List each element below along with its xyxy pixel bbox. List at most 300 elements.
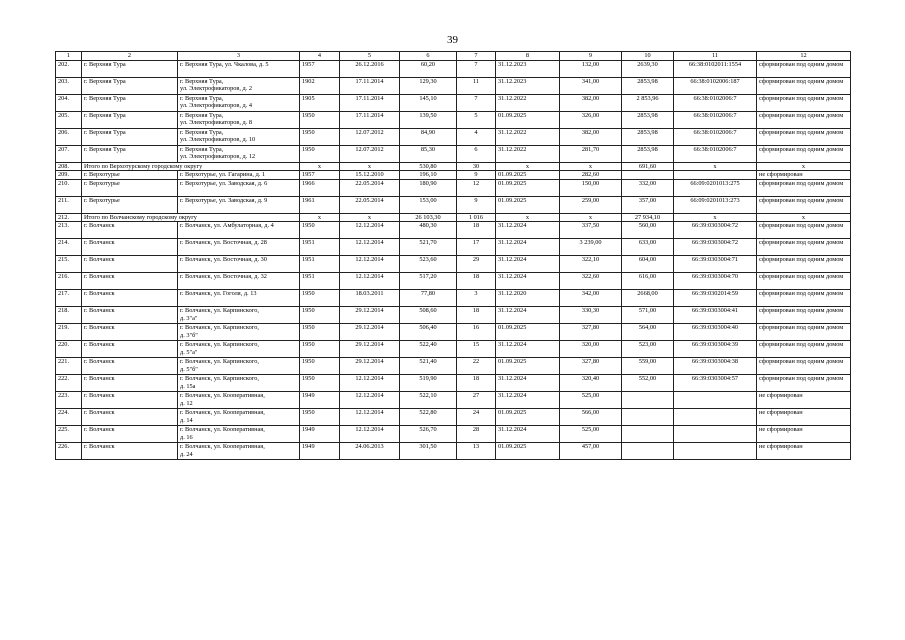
- status-cell: не сформирован: [757, 443, 851, 460]
- year-cell: 1966: [300, 179, 340, 196]
- column-header: 2: [82, 52, 178, 61]
- status-cell: не сформирован: [757, 171, 851, 180]
- value-cell-9: 259,00: [560, 196, 622, 213]
- residents-cell: 5: [457, 111, 496, 128]
- value-cell-10: 523,00: [622, 341, 674, 358]
- value-cell-9: 382,00: [560, 94, 622, 111]
- date-cell: 12.07.2012: [340, 145, 400, 162]
- row-number: 208.: [56, 162, 82, 171]
- residents-cell: 7: [457, 94, 496, 111]
- settlement-cell: г. Верхняя Тура: [82, 60, 178, 77]
- area-cell: 522,40: [400, 341, 457, 358]
- row-number: 222.: [56, 375, 82, 392]
- year-cell: 1949: [300, 426, 340, 443]
- row-number: 221.: [56, 358, 82, 375]
- date-cell: 17.11.2014: [340, 77, 400, 94]
- value-cell-10: 2853,98: [622, 128, 674, 145]
- status-cell: не сформирован: [757, 426, 851, 443]
- date-cell: 29.12.2014: [340, 307, 400, 324]
- status-cell: не сформирован: [757, 409, 851, 426]
- settlement-cell: г. Волчанск: [82, 375, 178, 392]
- status-cell: сформирован под одним домом: [757, 128, 851, 145]
- deadline-cell: 01.09.2025: [496, 196, 560, 213]
- status-cell: сформирован под одним домом: [757, 111, 851, 128]
- deadline-cell: 01.09.2025: [496, 324, 560, 341]
- address-cell: г. Верхотурье, ул. Заводская, д. 9: [178, 196, 300, 213]
- cadastral-cell: 66:39:0303004:70: [674, 273, 757, 290]
- year-cell: 1950: [300, 358, 340, 375]
- value-cell-10: [622, 392, 674, 409]
- value-cell-9: 337,50: [560, 222, 622, 239]
- settlement-cell: г. Верхотурье: [82, 179, 178, 196]
- settlement-cell: г. Верхотурье: [82, 171, 178, 180]
- address-cell: г. Верхотурье, ул. Гагарина, д. 1: [178, 171, 300, 180]
- settlement-cell: г. Волчанск: [82, 273, 178, 290]
- status-cell: сформирован под одним домом: [757, 324, 851, 341]
- table-row: [56, 77, 851, 94]
- date-cell: 12.12.2014: [340, 222, 400, 239]
- year-cell: 1902: [300, 77, 340, 94]
- value-cell-9: x: [560, 162, 622, 171]
- address-cell: г. Верхняя Тура, ул. Электрофикаторов, д. 2: [178, 77, 300, 94]
- deadline-cell: 31.12.2024: [496, 222, 560, 239]
- cadastral-cell: 66:38:0102006:7: [674, 111, 757, 128]
- value-cell-9: 330,30: [560, 307, 622, 324]
- area-cell: 530,80: [400, 162, 457, 171]
- area-cell: 153,00: [400, 196, 457, 213]
- cadastral-cell: 66:39:0303004:72: [674, 239, 757, 256]
- deadline-cell: 31.12.2022: [496, 128, 560, 145]
- residents-cell: 28: [457, 426, 496, 443]
- cadastral-cell: x: [674, 162, 757, 171]
- settlement-cell: г. Верхняя Тура: [82, 77, 178, 94]
- table-row: [56, 239, 851, 256]
- cadastral-cell: 66:38:0102006:7: [674, 145, 757, 162]
- residents-cell: 30: [457, 162, 496, 171]
- cadastral-cell: [674, 443, 757, 460]
- value-cell-9: 457,00: [560, 443, 622, 460]
- residents-cell: 12: [457, 179, 496, 196]
- year-cell: 1957: [300, 60, 340, 77]
- table-row: [56, 307, 851, 324]
- cadastral-cell: 66:39:0303004:40: [674, 324, 757, 341]
- date-cell: x: [340, 162, 400, 171]
- year-cell: 1951: [300, 273, 340, 290]
- cadastral-cell: 66:09:0201013:273: [674, 196, 757, 213]
- year-cell: 1951: [300, 256, 340, 273]
- value-cell-10: 2668,00: [622, 290, 674, 307]
- table-row: [56, 273, 851, 290]
- year-cell: 1950: [300, 128, 340, 145]
- residents-cell: 22: [457, 358, 496, 375]
- address-cell: г. Волчанск, ул. Карпинского, д. 3"б": [178, 324, 300, 341]
- area-cell: 521,70: [400, 239, 457, 256]
- address-cell: г. Волчанск, ул. Восточная, д. 28: [178, 239, 300, 256]
- address-cell: г. Волчанск, ул. Восточная, д. 32: [178, 273, 300, 290]
- settlement-cell: г. Волчанск: [82, 290, 178, 307]
- date-cell: 17.11.2014: [340, 111, 400, 128]
- value-cell-10: 2853,98: [622, 111, 674, 128]
- address-cell: г. Волчанск, ул. Карпинского, д. 3"а": [178, 307, 300, 324]
- cadastral-cell: 66:39:0303004:38: [674, 358, 757, 375]
- area-cell: 301,50: [400, 443, 457, 460]
- value-cell-9: 282,60: [560, 171, 622, 180]
- residents-cell: 18: [457, 273, 496, 290]
- row-number: 211.: [56, 196, 82, 213]
- address-cell: г. Волчанск, ул. Амбулаторная, д. 4: [178, 222, 300, 239]
- table-row: [56, 145, 851, 162]
- status-cell: не сформирован: [757, 392, 851, 409]
- address-cell: г. Верхняя Тура, ул. Электрофикаторов, д. 10: [178, 128, 300, 145]
- deadline-cell: 31.12.2024: [496, 256, 560, 273]
- value-cell-10: [622, 409, 674, 426]
- value-cell-10: 633,00: [622, 239, 674, 256]
- table-row: [56, 375, 851, 392]
- residents-cell: 13: [457, 443, 496, 460]
- value-cell-10: 616,00: [622, 273, 674, 290]
- date-cell: 12.12.2014: [340, 239, 400, 256]
- settlement-cell: г. Волчанск: [82, 256, 178, 273]
- date-cell: 12.12.2014: [340, 256, 400, 273]
- area-cell: 26 103,30: [400, 213, 457, 222]
- cadastral-cell: 66:39:0302014:59: [674, 290, 757, 307]
- column-number-header-row: [56, 52, 851, 61]
- status-cell: сформирован под одним домом: [757, 341, 851, 358]
- value-cell-10: 357,00: [622, 196, 674, 213]
- row-number: 215.: [56, 256, 82, 273]
- table-row: [56, 409, 851, 426]
- row-number: 218.: [56, 307, 82, 324]
- status-cell: сформирован под одним домом: [757, 239, 851, 256]
- cadastral-cell: 66:38:0102006:187: [674, 77, 757, 94]
- area-cell: 521,40: [400, 358, 457, 375]
- row-number: 209.: [56, 171, 82, 180]
- year-cell: 1957: [300, 171, 340, 180]
- row-number: 206.: [56, 128, 82, 145]
- cadastral-cell: [674, 426, 757, 443]
- deadline-cell: 31.12.2022: [496, 145, 560, 162]
- settlement-cell: г. Волчанск: [82, 341, 178, 358]
- status-cell: сформирован под одним домом: [757, 94, 851, 111]
- table-row: [56, 60, 851, 77]
- row-number: 214.: [56, 239, 82, 256]
- deadline-cell: 31.12.2024: [496, 341, 560, 358]
- deadline-cell: 31.12.2024: [496, 426, 560, 443]
- table-row: [56, 196, 851, 213]
- settlement-cell: г. Волчанск: [82, 222, 178, 239]
- deadline-cell: 31.12.2022: [496, 94, 560, 111]
- cadastral-cell: [674, 171, 757, 180]
- row-number: 220.: [56, 341, 82, 358]
- settlement-cell: г. Верхотурье: [82, 196, 178, 213]
- value-cell-10: 2853,98: [622, 77, 674, 94]
- value-cell-10: [622, 426, 674, 443]
- date-cell: 12.12.2014: [340, 426, 400, 443]
- address-cell: г. Волчанск, ул. Карпинского, д. 15а: [178, 375, 300, 392]
- year-cell: 1961: [300, 196, 340, 213]
- area-cell: 77,80: [400, 290, 457, 307]
- table-row: [56, 111, 851, 128]
- value-cell-9: 322,60: [560, 273, 622, 290]
- value-cell-9: 525,00: [560, 426, 622, 443]
- cadastral-cell: 66:38:0102011:1554: [674, 60, 757, 77]
- address-cell: г. Верхняя Тура, ул. Электрофикаторов, д. 8: [178, 111, 300, 128]
- table-row: [56, 256, 851, 273]
- date-cell: 24.06.2013: [340, 443, 400, 460]
- table-row: [56, 443, 851, 460]
- deadline-cell: 31.12.2024: [496, 375, 560, 392]
- residents-cell: 9: [457, 171, 496, 180]
- value-cell-10: 2 853,96: [622, 94, 674, 111]
- table-row: [56, 94, 851, 111]
- value-cell-10: 560,00: [622, 222, 674, 239]
- area-cell: 145,10: [400, 94, 457, 111]
- value-cell-10: [622, 443, 674, 460]
- status-cell: сформирован под одним домом: [757, 60, 851, 77]
- row-number: 226.: [56, 443, 82, 460]
- status-cell: сформирован под одним домом: [757, 145, 851, 162]
- date-cell: 26.12.2016: [340, 60, 400, 77]
- value-cell-10: 564,00: [622, 324, 674, 341]
- residents-cell: 27: [457, 392, 496, 409]
- status-cell: сформирован под одним домом: [757, 179, 851, 196]
- settlement-cell: г. Волчанск: [82, 392, 178, 409]
- value-cell-10: 552,00: [622, 375, 674, 392]
- subtotal-label: Итого по Волчанскому городскому округу: [82, 213, 300, 222]
- value-cell-9: 525,00: [560, 392, 622, 409]
- table-row: [56, 128, 851, 145]
- settlement-cell: г. Волчанск: [82, 358, 178, 375]
- year-cell: x: [300, 213, 340, 222]
- cadastral-cell: 66:39:0303004:39: [674, 341, 757, 358]
- settlement-cell: г. Волчанск: [82, 443, 178, 460]
- column-header: 6: [400, 52, 457, 61]
- residents-cell: 17: [457, 239, 496, 256]
- year-cell: 1950: [300, 375, 340, 392]
- date-cell: 29.12.2014: [340, 358, 400, 375]
- row-number: 202.: [56, 60, 82, 77]
- deadline-cell: 01.09.2025: [496, 358, 560, 375]
- value-cell-9: 320,00: [560, 341, 622, 358]
- deadline-cell: 01.09.2025: [496, 171, 560, 180]
- value-cell-9: 326,00: [560, 111, 622, 128]
- table-body: [56, 52, 851, 460]
- status-cell: x: [757, 162, 851, 171]
- value-cell-10: 332,00: [622, 179, 674, 196]
- date-cell: 17.11.2014: [340, 94, 400, 111]
- area-cell: 526,70: [400, 426, 457, 443]
- date-cell: 29.12.2014: [340, 324, 400, 341]
- value-cell-9: 322,10: [560, 256, 622, 273]
- year-cell: x: [300, 162, 340, 171]
- address-cell: г. Верхняя Тура, ул. Чкалова, д. 5: [178, 60, 300, 77]
- address-cell: г. Верхняя Тура, ул. Электрофикаторов, д. 12: [178, 145, 300, 162]
- address-cell: г. Волчанск, ул. Кооперативная, д. 12: [178, 392, 300, 409]
- status-cell: сформирован под одним домом: [757, 358, 851, 375]
- table-row: [56, 392, 851, 409]
- year-cell: 1950: [300, 222, 340, 239]
- date-cell: 12.12.2014: [340, 392, 400, 409]
- value-cell-10: 2639,30: [622, 60, 674, 77]
- settlement-cell: г. Волчанск: [82, 409, 178, 426]
- year-cell: 1950: [300, 307, 340, 324]
- cadastral-cell: 66:38:0102006:7: [674, 94, 757, 111]
- year-cell: 1950: [300, 111, 340, 128]
- settlement-cell: г. Волчанск: [82, 307, 178, 324]
- value-cell-9: 132,00: [560, 60, 622, 77]
- value-cell-9: 382,00: [560, 128, 622, 145]
- year-cell: 1950: [300, 290, 340, 307]
- row-number: 216.: [56, 273, 82, 290]
- area-cell: 523,60: [400, 256, 457, 273]
- deadline-cell: 31.12.2023: [496, 77, 560, 94]
- value-cell-10: 2853,98: [622, 145, 674, 162]
- column-header: 9: [560, 52, 622, 61]
- date-cell: 12.12.2014: [340, 375, 400, 392]
- deadline-cell: 01.09.2025: [496, 443, 560, 460]
- deadline-cell: 01.09.2025: [496, 179, 560, 196]
- residents-cell: 29: [457, 256, 496, 273]
- deadline-cell: 01.09.2025: [496, 111, 560, 128]
- residents-cell: 3: [457, 290, 496, 307]
- address-cell: г. Волчанск, ул. Кооперативная, д. 16: [178, 426, 300, 443]
- value-cell-10: 571,00: [622, 307, 674, 324]
- value-cell-9: 150,00: [560, 179, 622, 196]
- row-number: 213.: [56, 222, 82, 239]
- value-cell-9: 320,40: [560, 375, 622, 392]
- column-header: 11: [674, 52, 757, 61]
- address-cell: г. Верхотурье, ул. Заводская, д. 6: [178, 179, 300, 196]
- column-header: 10: [622, 52, 674, 61]
- date-cell: 22.05.2014: [340, 179, 400, 196]
- row-number: 205.: [56, 111, 82, 128]
- residents-cell: 18: [457, 307, 496, 324]
- value-cell-10: 691,60: [622, 162, 674, 171]
- table-row: [56, 426, 851, 443]
- deadline-cell: 31.12.2024: [496, 307, 560, 324]
- column-header: 3: [178, 52, 300, 61]
- date-cell: 12.07.2012: [340, 128, 400, 145]
- housing-register-table: [55, 51, 851, 460]
- residents-cell: 9: [457, 196, 496, 213]
- year-cell: 1949: [300, 443, 340, 460]
- residents-cell: 4: [457, 128, 496, 145]
- column-header: 5: [340, 52, 400, 61]
- cadastral-cell: [674, 409, 757, 426]
- year-cell: 1951: [300, 239, 340, 256]
- year-cell: 1950: [300, 409, 340, 426]
- table-row: [56, 179, 851, 196]
- status-cell: сформирован под одним домом: [757, 196, 851, 213]
- row-number: 212.: [56, 213, 82, 222]
- date-cell: 12.12.2014: [340, 273, 400, 290]
- year-cell: 1950: [300, 341, 340, 358]
- row-number: 217.: [56, 290, 82, 307]
- subtotal-label: Итого по Верхотурскому городскому округу: [82, 162, 300, 171]
- cadastral-cell: 66:39:0303004:72: [674, 222, 757, 239]
- area-cell: 85,30: [400, 145, 457, 162]
- address-cell: г. Волчанск, ул. Карпинского, д. 5"б": [178, 358, 300, 375]
- row-number: 210.: [56, 179, 82, 196]
- residents-cell: 16: [457, 324, 496, 341]
- residents-cell: 15: [457, 341, 496, 358]
- residents-cell: 24: [457, 409, 496, 426]
- settlement-cell: г. Верхняя Тура: [82, 145, 178, 162]
- area-cell: 180,90: [400, 179, 457, 196]
- cadastral-cell: 66:39:0303004:57: [674, 375, 757, 392]
- area-cell: 506,40: [400, 324, 457, 341]
- address-cell: г. Волчанск, ул. Карпинского, д. 5"а": [178, 341, 300, 358]
- value-cell-9: 281,70: [560, 145, 622, 162]
- row-number: 224.: [56, 409, 82, 426]
- table-row: [56, 222, 851, 239]
- value-cell-9: x: [560, 213, 622, 222]
- year-cell: 1950: [300, 324, 340, 341]
- area-cell: 139,50: [400, 111, 457, 128]
- year-cell: 1905: [300, 94, 340, 111]
- table-row: [56, 341, 851, 358]
- deadline-cell: 31.12.2023: [496, 60, 560, 77]
- date-cell: 15.12.2010: [340, 171, 400, 180]
- area-cell: 522,10: [400, 392, 457, 409]
- status-cell: сформирован под одним домом: [757, 273, 851, 290]
- area-cell: 196,10: [400, 171, 457, 180]
- date-cell: 18.03.2011: [340, 290, 400, 307]
- address-cell: г. Волчанск, ул. Кооперативная, д. 24: [178, 443, 300, 460]
- area-cell: 522,80: [400, 409, 457, 426]
- date-cell: 22.05.2014: [340, 196, 400, 213]
- settlement-cell: г. Верхняя Тура: [82, 94, 178, 111]
- row-number: 223.: [56, 392, 82, 409]
- residents-cell: 1 016: [457, 213, 496, 222]
- cadastral-cell: 66:39:0303004:71: [674, 256, 757, 273]
- residents-cell: 18: [457, 375, 496, 392]
- cadastral-cell: 66:39:0303004:41: [674, 307, 757, 324]
- residents-cell: 7: [457, 60, 496, 77]
- area-cell: 84,90: [400, 128, 457, 145]
- residents-cell: 11: [457, 77, 496, 94]
- address-cell: г. Волчанск, ул. Гоголя, д. 13: [178, 290, 300, 307]
- area-cell: 517,20: [400, 273, 457, 290]
- table-row: [56, 290, 851, 307]
- value-cell-10: 559,00: [622, 358, 674, 375]
- deadline-cell: 01.09.2025: [496, 409, 560, 426]
- address-cell: г. Волчанск, ул. Восточная, д. 30: [178, 256, 300, 273]
- area-cell: 129,30: [400, 77, 457, 94]
- cadastral-cell: x: [674, 213, 757, 222]
- deadline-cell: x: [496, 162, 560, 171]
- value-cell-9: 3 239,00: [560, 239, 622, 256]
- column-header: 8: [496, 52, 560, 61]
- row-number: 207.: [56, 145, 82, 162]
- row-number: 203.: [56, 77, 82, 94]
- area-cell: 480,30: [400, 222, 457, 239]
- row-number: 225.: [56, 426, 82, 443]
- table-row: [56, 358, 851, 375]
- settlement-cell: г. Волчанск: [82, 239, 178, 256]
- value-cell-9: 341,00: [560, 77, 622, 94]
- settlement-cell: г. Верхняя Тура: [82, 128, 178, 145]
- date-cell: 29.12.2014: [340, 341, 400, 358]
- row-number: 219.: [56, 324, 82, 341]
- area-cell: 60,20: [400, 60, 457, 77]
- deadline-cell: 31.12.2024: [496, 273, 560, 290]
- status-cell: сформирован под одним домом: [757, 307, 851, 324]
- table-row: [56, 171, 851, 180]
- column-header: 12: [757, 52, 851, 61]
- row-number: 204.: [56, 94, 82, 111]
- settlement-cell: г. Волчанск: [82, 426, 178, 443]
